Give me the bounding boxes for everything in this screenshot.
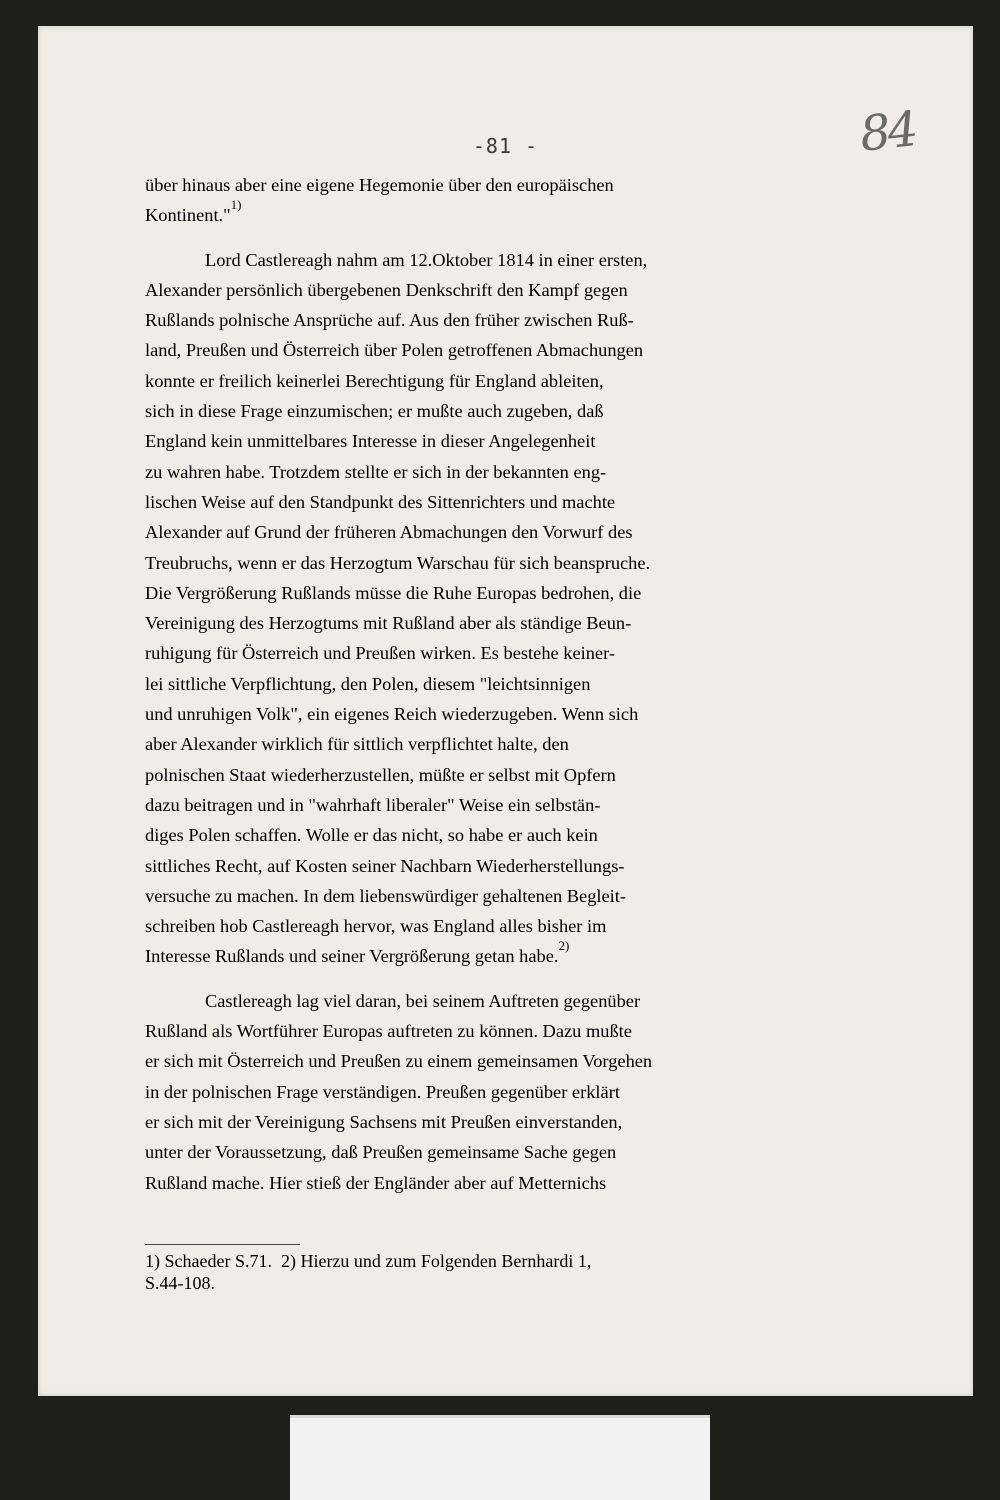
text-line: über hinaus aber eine eigene Hegemonie über den europäischen [145, 175, 614, 195]
text-line: zu wahren habe. Trotzdem stellte er sich in der bekannten eng- [145, 461, 607, 482]
text-line: Interesse Rußlands und seiner Vergrößerung getan habe.$^{2)}$ [145, 938, 570, 967]
handwritten-archive-number: 84 [857, 101, 918, 163]
text-line: Vereinigung des Herzogtums mit Rußland aber als ständige Beun- [145, 613, 632, 634]
text-line: lischen Weise auf den Standpunkt des Sittenrichters und machte [145, 491, 616, 512]
text-line: polnischen Staat wiederherzustellen, müßte er selbst mit Opfern [145, 764, 616, 785]
text-line: sittliches Recht, auf Kosten seiner Nachbarn Wiederherstellungs- [145, 855, 625, 876]
text-line: er sich mit der Vereinigung Sachsens mit Preußen einverstanden, [145, 1111, 623, 1132]
text-line: unter der Voraussetzung, daß Preußen gemeinsame Sache gegen [145, 1142, 617, 1163]
text-line: und unruhigen Volk", ein eigenes Reich wiederzugeben. Wenn sich [145, 704, 639, 725]
text-line: dazu beitragen und in "wahrhaft liberaler" Weise ein selbstän- [145, 794, 601, 815]
text-line: er sich mit Österreich und Preußen zu einem gemeinsamen Vorgehen [145, 1051, 653, 1072]
text-line: lei sittliche Verpflichtung, den Polen, diesem "leichtsinnigen [145, 673, 591, 694]
text-line: Lord Castlereagh nahm am 12.Oktober 1814 in einer ersten, [205, 249, 648, 270]
text-line: versuche zu machen. In dem liebenswürdiger gehaltenen Begleit- [145, 885, 627, 906]
paragraph-continuation [145, 170, 935, 233]
body-text [145, 170, 935, 1198]
paragraph-castlereagh-europe [145, 986, 935, 1198]
text-line: Kontinent."$^{1)}$ [145, 197, 242, 226]
text-line: diges Polen schaffen. Wolle er das nicht, so habe er auch kein [145, 825, 598, 846]
text-line: Rußland als Wortführer Europas auftreten zu können. Dazu mußte [145, 1021, 632, 1042]
text-line: England kein unmittelbares Interesse in dieser Angelegenheit [145, 431, 596, 452]
text-line: aber Alexander wirklich für sittlich verpflichtet halte, den [145, 734, 569, 755]
paper-stub-edge [290, 1415, 710, 1418]
text-line: Alexander persönlich übergebenen Denkschrift den Kampf gegen [145, 279, 628, 300]
footnote-line: S.44-108. [145, 1273, 216, 1293]
footnote-ref: 2) [558, 938, 570, 954]
text-line: Castlereagh lag viel daran, bei seinem Auftreten gegenüber [205, 990, 641, 1011]
footnotes [145, 1250, 935, 1294]
footnote-ref: 1) [230, 197, 242, 213]
text-line: ruhigung für Österreich und Preußen wirken. Es bestehe keiner- [145, 643, 615, 664]
text-line: Rußlands polnische Ansprüche auf. Aus den früher zwischen Ruß- [145, 310, 634, 331]
paragraph-castlereagh-memorandum [145, 245, 935, 974]
footnote-divider [145, 1244, 300, 1245]
text-line: Die Vergrößerung Rußlands müsse die Ruhe Europas bedrohen, die [145, 582, 642, 603]
text-line: Alexander auf Grund der früheren Abmachungen den Vorwurf des [145, 522, 633, 543]
paper-stub [290, 1415, 710, 1500]
page-number: -81 - [472, 134, 539, 158]
text-line: Treubruchs, wenn er das Herzogtum Warschau für sich beanspruche. [145, 552, 651, 573]
text-line: sich in diese Frage einzumischen; er mußte auch zugeben, daß [145, 401, 604, 422]
text-line: land, Preußen und Österreich über Polen getroffenen Abmachungen [145, 340, 644, 361]
text-line: konnte er freilich keinerlei Berechtigung für England ableiten, [145, 370, 604, 391]
footnote-line: 1) Schaeder S.71. 2) Hierzu und zum Folgenden Bernhardi 1, [145, 1251, 592, 1271]
text-line: schreiben hob Castlereagh hervor, was England alles bisher im [145, 916, 607, 937]
text-line: in der polnischen Frage verständigen. Preußen gegenüber erklärt [145, 1081, 620, 1102]
text-line: Rußland mache. Hier stieß der Engländer aber auf Metternichs [145, 1172, 607, 1193]
